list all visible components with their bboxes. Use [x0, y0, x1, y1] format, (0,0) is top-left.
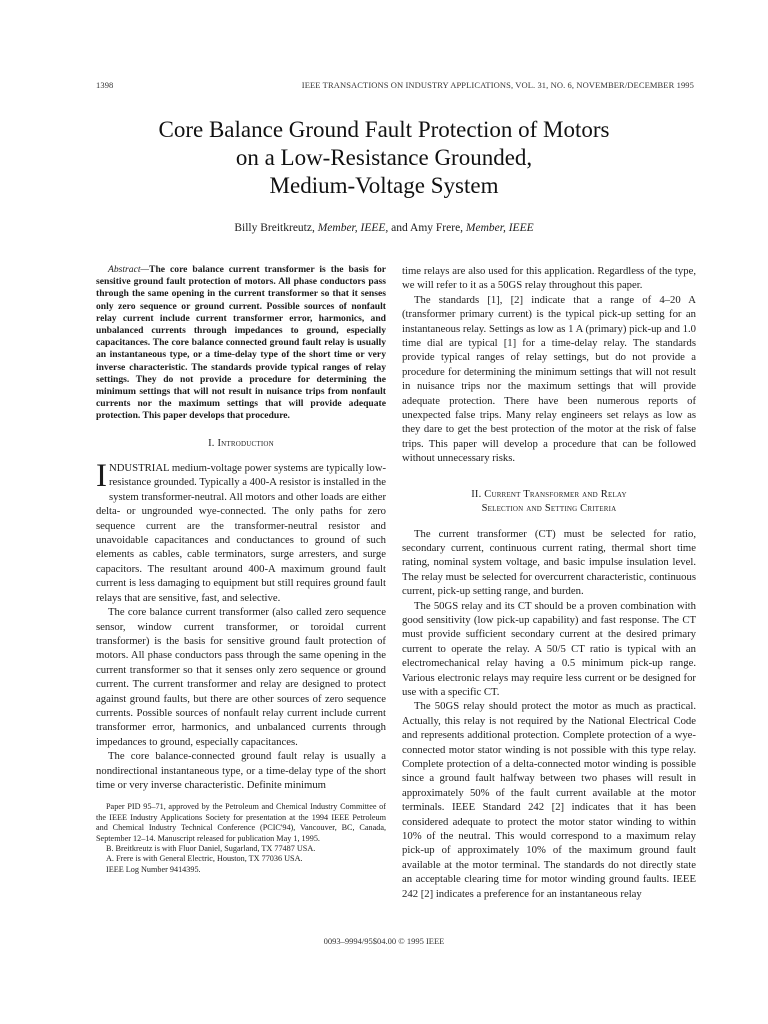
footnote-log-number: IEEE Log Number 9414395.: [106, 864, 201, 874]
left-column: [96, 264, 386, 875]
right-paragraph-1: time relays are also used for this application. Regardless of the type, we will refer to it as a 50GS relay throughout this paper.: [402, 265, 696, 292]
title-line-1: Core Balance Ground Fault Protection of Motors: [158, 117, 610, 142]
section-2-paragraph-3: The 50GS relay should protect the motor as much as practical. Actually, this relay is not required by the National Electrical Code and represents additional protection. Complete protection of a wye-connected motor stator winding is not possible with this type relay. Complete protection of a delta-connected motor winding is possible since a ground fault halfway between two phases will result in approximately 50% of the fault current available at the motor terminals. IEEE Standard 242 [2] indicates that it has been considered adequate to protect the motor stator winding to within 10% of the neutral. This would correspond to a maximum relay pick-up of approximately 10% of the maximum ground fault available at the motor terminal. The standards do not directly state an acceptable clearing time for motor winding ground faults. IEEE 242 [2] indicates a preference for an instantaneous relay: [402, 700, 696, 900]
section-heading-ct-relay: [402, 488, 696, 517]
abstract-label: Abstract—: [108, 264, 150, 275]
author-1-membership: Member, IEEE,: [317, 222, 389, 234]
intro-paragraph-3: The core balance-connected ground fault relay is usually a nondirectional instantaneous type, or a time-delay type of the short time or very inverse characteristic. Definite minimum: [96, 750, 386, 791]
footnotes: [96, 802, 386, 875]
author-line: [40, 222, 728, 234]
intro-paragraph-1: [96, 458, 386, 605]
section-2-paragraph-1: The current transformer (CT) must be selected for ratio, secondary current, continuous current rating, thermal short time rating, nominal system voltage, and basic impulse insulation level. The relay must be selected for overcurrent characteristic, continuous current, pick-up setting range, and burden.: [402, 527, 696, 598]
right-paragraph-2: The standards [1], [2] indicate that a range of 4–20 A (transformer primary current) is the typical pick-up setting for an instantaneous relay. Settings as low as 1 A (primary) pick-up and 1.0 time dial are typical [1] for a time-delay relay. The standards provide typical ranges of relay settings, but do not provide a procedure for determining the minimum settings that will not result in nuisance trips nor the maximum settings that will provide adequate protection. There have been numerous reports of unexpected false trips. Many relay engineers set relays as low as they dare to get the best protection of the motor at the risk of false trips. This paper will develop a procedure that can be followed without unnecessary risks.: [402, 293, 696, 465]
section-1-numeral: I.: [208, 437, 215, 449]
author-conjunction: and: [391, 222, 408, 234]
title-line-3: Medium-Voltage System: [269, 173, 499, 198]
section-2-title-line-1: Current Transformer and Relay: [484, 488, 627, 500]
author-1-name: Billy Breitkreutz,: [234, 222, 315, 234]
footnote-paper-info: Paper PID 95–71, approved by the Petroleum and Chemical Industry Committee of the IEEE Industry Applications Society for presentation at the 1994 IEEE Petroleum and Chemical Industry Technical Conference (PCIC'94), Vancouver, BC, Canada, September 12–14. Manuscript released for publication May 1, 1995.: [96, 802, 386, 843]
paper-title: [40, 116, 728, 200]
author-2-name: Amy Frere,: [410, 222, 464, 234]
abstract-text: The core balance current transformer is the basis for sensitive ground fault protection of motors. All phase conductors pass through the same opening in the current transformer so that it senses only zero sequence or ground current. Possible sources of nonfault relay current include current transformer error, harmonics, and unbalanced currents through impedances to ground, especially capacitances. The core balance connected ground fault relay is usually an instantaneous type, or a time-delay type of the short time or very inverse characteristic. The standards provide typical ranges of relay settings. They do not provide a procedure for determining the minimum settings that will not result in nuisance trips from nonfault currents nor the maximum settings that will provide adequate protection. This paper develops that procedure.: [96, 264, 386, 422]
section-2-numeral: II.: [471, 488, 482, 500]
copyright-footer: 0093–9994/95$04.00 © 1995 IEEE: [323, 936, 445, 946]
intro-paragraph-1-text: NDUSTRIAL medium-voltage power systems are typically low-resistance grounded. Typically a 400-A resistor is installed in the system transformer-neutral. All motors and other loads are either delta- or ungrounded wye-connected. The only paths for zero sequence current are the transformer-neutral resistor and unavoidable capacitances and conductances to ground of such elements as cables, cable terminators, surge arresters, and surge capacitors. The resultant around 400-A maximum ground fault current is less damaging to equipment but still requires ground fault relays that are sensitive, fast, and selective.: [96, 462, 386, 604]
footnote-author-1: B. Breitkreutz is with Fluor Daniel, Sugarland, TX 77487 USA.: [106, 844, 316, 854]
right-column: [402, 264, 696, 901]
journal-citation: IEEE TRANSACTIONS ON INDUSTRY APPLICATIONS, VOL. 31, NO. 6, NOVEMBER/DECEMBER 1995: [301, 80, 694, 90]
abstract: [96, 264, 386, 423]
section-2-paragraph-2: The 50GS relay and its CT should be a proven combination with good sensitivity (low pick-up capability) and fast response. The CT must provide sufficient secondary current at the desired primary current to operate the relay. A 50/5 CT ratio is typical with an electromechanical relay having a 0.5 minimum pick-up range. Various electronic relays may require less current or be designed for use with a specific CT.: [402, 599, 696, 698]
author-2-membership: Member, IEEE: [465, 222, 534, 234]
title-line-2: on a Low-Resistance Grounded,: [235, 145, 533, 170]
section-heading-introduction: [96, 437, 386, 451]
section-2-title-line-2: Selection and Setting Criteria: [481, 503, 617, 515]
footnote-author-2: A. Frere is with General Electric, Houston, TX 77036 USA.: [106, 854, 303, 864]
intro-paragraph-2: The core balance current transformer (also called zero sequence sensor, window current transformer, or toroidal current transformer) is the basis for sensitive ground fault protection of motors. All phase conductors pass through the same opening in the current transformer so that it senses only zero sequence or ground current. The current transformer and relay are designed to protect against ground faults, but there are other sources of zero sequence currents. Possible sources of nonfault relay current include current transformer error, harmonics, and unbalanced currents through impedances to ground, especially capacitances.: [96, 606, 386, 748]
page-number: 1398: [96, 80, 114, 90]
section-1-title: Introduction: [217, 437, 274, 449]
drop-cap: I: [96, 458, 107, 495]
